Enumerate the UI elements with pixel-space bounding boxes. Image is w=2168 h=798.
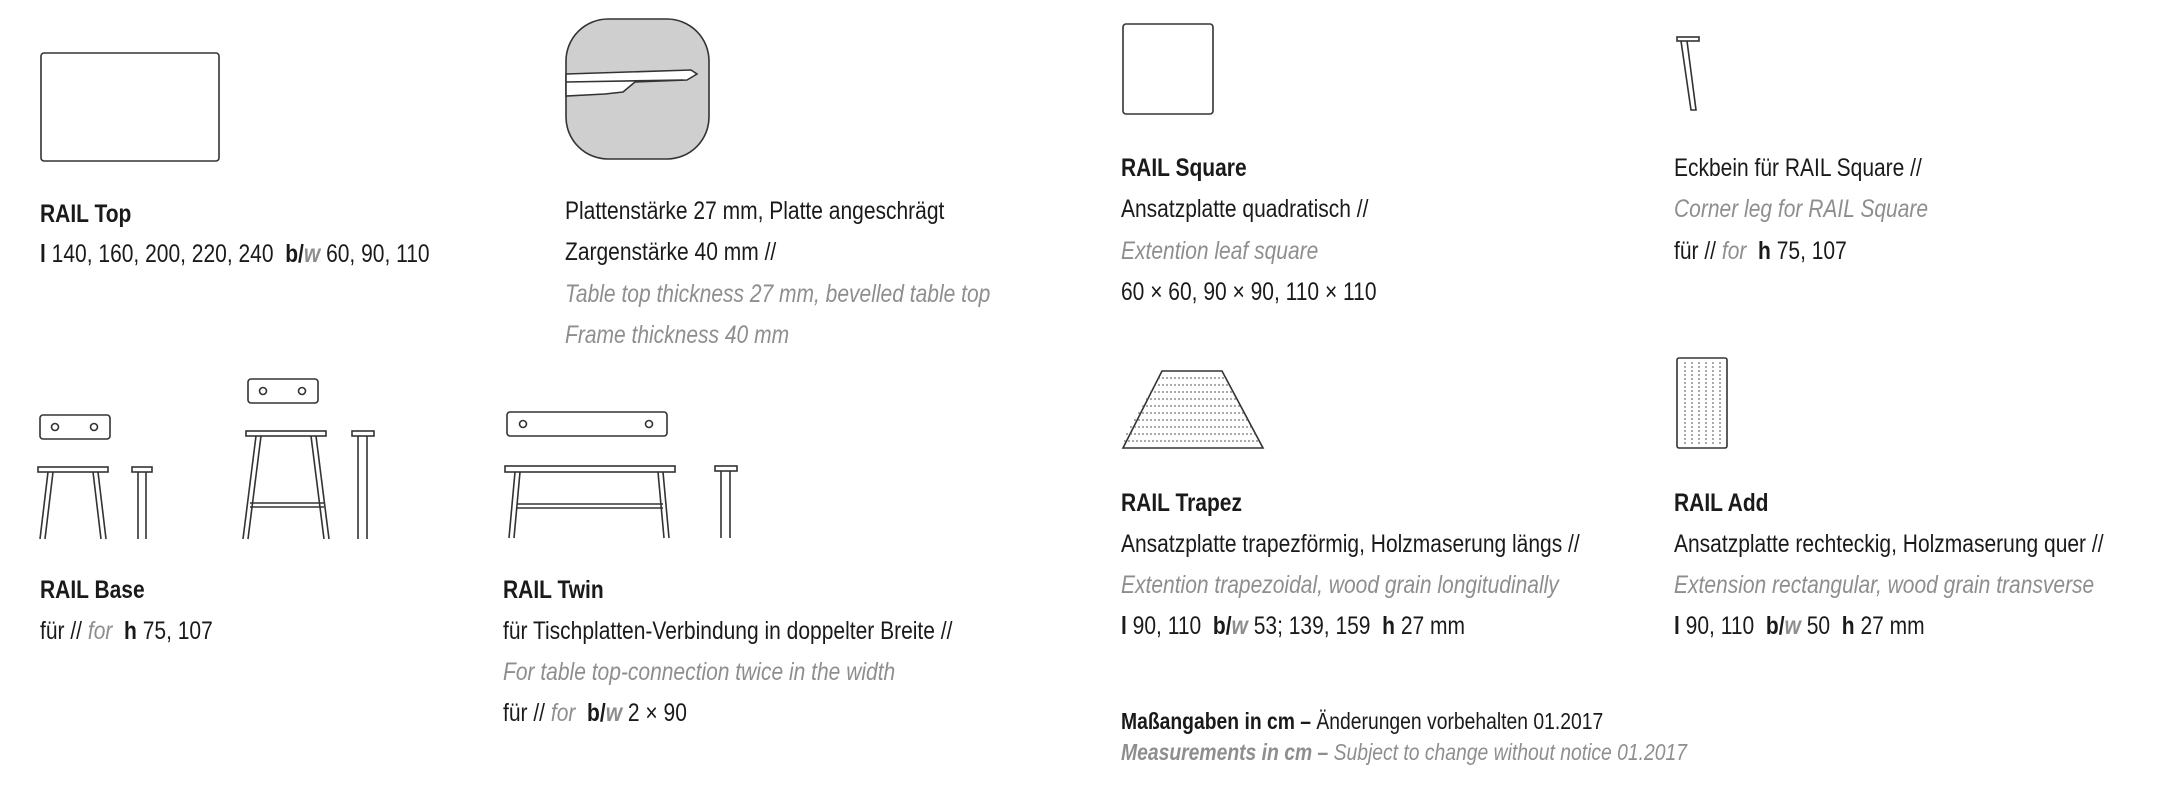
rail-twin-icon bbox=[505, 410, 745, 542]
rail-twin-dims bbox=[503, 698, 687, 728]
height-label: h bbox=[1841, 612, 1855, 640]
corner-leg-en: Corner leg for RAIL Square bbox=[1674, 195, 1929, 223]
length-values: 140, 160, 200, 220, 240 bbox=[51, 240, 274, 268]
thickness-de-line1: Plattenstärke 27 mm, Platte angeschrägt bbox=[565, 197, 945, 225]
width-values: 60, 90, 110 bbox=[326, 240, 430, 268]
rail-trapez-icon bbox=[1120, 368, 1266, 452]
rail-add-title: RAIL Add bbox=[1674, 489, 1769, 517]
width-label-b: b/ bbox=[1765, 612, 1785, 640]
width-label-b: b/ bbox=[1212, 612, 1232, 640]
rail-top-title: RAIL Top bbox=[40, 200, 132, 228]
rail-square-de: Ansatzplatte quadratisch // bbox=[1121, 195, 1369, 223]
width-values: 2 × 90 bbox=[627, 699, 687, 727]
rail-square-en: Extention leaf square bbox=[1121, 237, 1319, 265]
for-en: for bbox=[550, 699, 576, 727]
for-de: für // bbox=[503, 699, 546, 727]
height-values: 27 mm bbox=[1860, 612, 1925, 640]
rail-trapez-dims bbox=[1121, 611, 1465, 641]
rail-top-dims bbox=[40, 239, 430, 269]
width-values: 50 bbox=[1806, 612, 1831, 640]
width-values: 53; 139, 159 bbox=[1253, 612, 1371, 640]
thickness-de-line2: Zargenstärke 40 mm // bbox=[565, 238, 777, 266]
width-label-w: w bbox=[303, 240, 321, 268]
length-label: l bbox=[1121, 612, 1127, 640]
corner-leg-dims bbox=[1674, 236, 1847, 266]
rail-twin-title: RAIL Twin bbox=[503, 576, 604, 604]
height-label: h bbox=[124, 617, 137, 645]
length-label: l bbox=[40, 240, 46, 268]
for-en: for bbox=[87, 617, 113, 645]
rail-trapez-de: Ansatzplatte trapezförmig, Holzmaserung längs // bbox=[1121, 530, 1580, 558]
height-values: 75, 107 bbox=[142, 617, 213, 645]
thickness-en-line1: Table top thickness 27 mm, bevelled table top bbox=[565, 280, 991, 308]
width-label-w: w bbox=[1784, 612, 1801, 640]
rail-square-title: RAIL Square bbox=[1121, 154, 1247, 182]
rail-trapez-title: RAIL Trapez bbox=[1121, 489, 1242, 517]
width-label-b: b/ bbox=[285, 240, 304, 268]
for-de: für // bbox=[40, 617, 83, 645]
footer-en-text: Subject to change without notice 01.2017 bbox=[1333, 739, 1688, 765]
rail-add-de: Ansatzplatte rechteckig, Holzmaserung quer // bbox=[1674, 530, 2104, 558]
rail-base-icon bbox=[38, 375, 398, 543]
thickness-detail-icon bbox=[565, 18, 710, 160]
rail-trapez-en: Extention trapezoidal, wood grain longitudinally bbox=[1121, 571, 1559, 599]
footer-de-text: Änderungen vorbehalten 01.2017 bbox=[1316, 708, 1604, 734]
height-label: h bbox=[1382, 612, 1396, 640]
for-de: für // bbox=[1674, 237, 1717, 265]
rail-add-en: Extension rectangular, wood grain transverse bbox=[1674, 571, 2095, 599]
corner-leg-icon bbox=[1676, 36, 1706, 112]
width-label-b: b/ bbox=[587, 699, 606, 727]
footer-en bbox=[1121, 738, 1687, 766]
corner-leg-de: Eckbein für RAIL Square // bbox=[1674, 154, 1922, 182]
length-label: l bbox=[1674, 612, 1680, 640]
rail-twin-en: For table top-connection twice in the width bbox=[503, 658, 896, 686]
rail-top-icon bbox=[40, 52, 220, 162]
rail-square-icon bbox=[1122, 23, 1214, 115]
footer-de-bold: Maßangaben in cm – bbox=[1121, 708, 1312, 734]
height-values: 27 mm bbox=[1400, 612, 1466, 640]
rail-base-title: RAIL Base bbox=[40, 576, 145, 604]
width-label-w: w bbox=[1231, 612, 1248, 640]
rail-add-icon bbox=[1676, 357, 1730, 451]
rail-square-dims: 60 × 60, 90 × 90, 110 × 110 bbox=[1121, 278, 1377, 306]
height-values: 75, 107 bbox=[1776, 237, 1847, 265]
rail-twin-de: für Tischplatten-Verbindung in doppelter Breite // bbox=[503, 617, 953, 645]
width-label-w: w bbox=[605, 699, 623, 727]
rail-base-dims bbox=[40, 616, 213, 646]
length-values: 90, 110 bbox=[1132, 612, 1202, 640]
footer-de bbox=[1121, 707, 1603, 735]
height-label: h bbox=[1758, 237, 1771, 265]
footer-en-bold: Measurements in cm – bbox=[1121, 739, 1329, 765]
for-en: for bbox=[1721, 237, 1747, 265]
rail-add-dims bbox=[1674, 611, 1925, 641]
thickness-en-line2: Frame thickness 40 mm bbox=[565, 321, 790, 349]
length-values: 90, 110 bbox=[1685, 612, 1755, 640]
